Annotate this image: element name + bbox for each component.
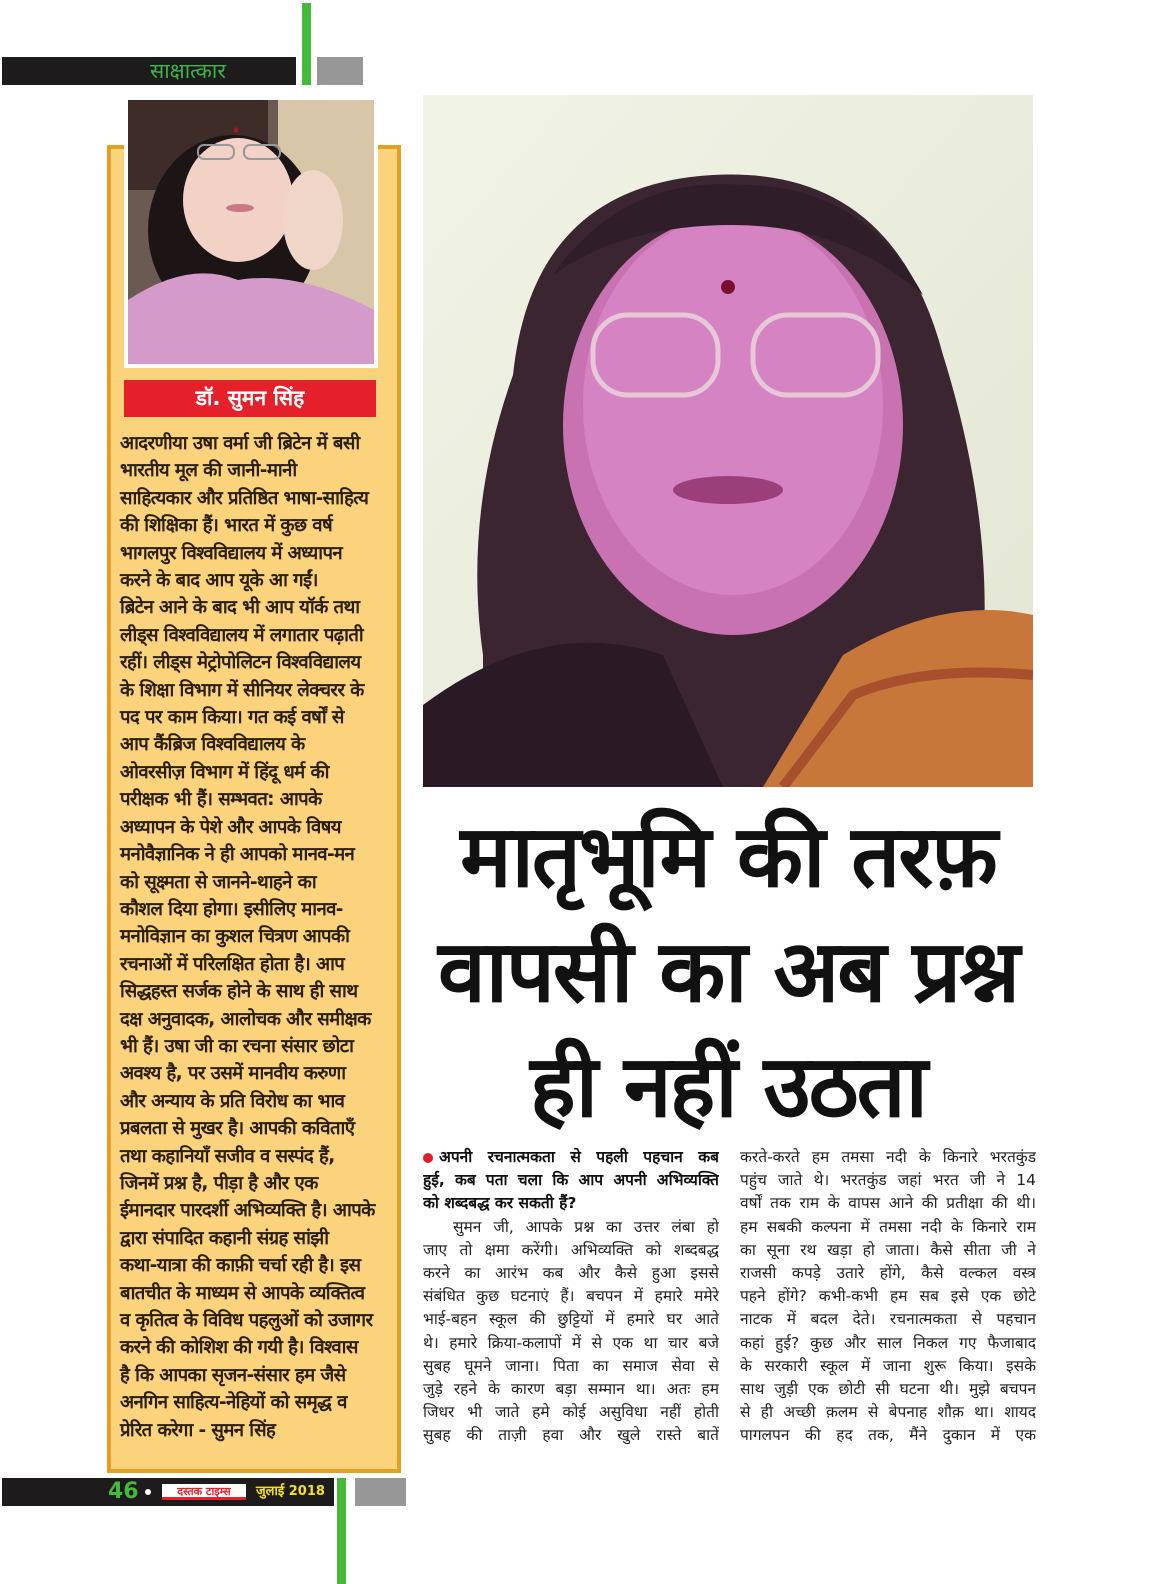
question-line: अपनी रचनात्मकता से पहली पहचान कब <box>423 1146 719 1169</box>
text-line: ओवरसीज़ विभाग में हिंदू धर्म की <box>120 761 329 783</box>
separator-dot <box>145 1489 151 1495</box>
headline-line: ही नहीं उठता <box>530 1037 926 1137</box>
text-line: सुमन जी, आपके प्रश्न का उत्तर लंबा हो <box>453 1217 719 1236</box>
text-line: सुबह की ताज़ी हवा और खुले रास्ते बातें <box>423 1426 719 1445</box>
question-line: को शब्दबद्ध कर सकती हैं? <box>423 1194 577 1213</box>
text-line: संबंधित कुछ घटनाएं हैं। बचपन में हमारे ममेरे <box>423 1287 719 1306</box>
text-line: बातचीत के माध्यम से आपके व्यक्तित्व <box>120 1282 365 1304</box>
text-line: अनगिन साहित्य-नेहियों को समृद्ध व <box>120 1392 347 1414</box>
text-line: करते-करते हम तमसा नदी के किनारे भरतकुंड <box>740 1148 1036 1166</box>
section-title: साक्षात्कार <box>150 59 226 83</box>
text-line: दक्ष अनुवादक, आलोचक और समीक्षक <box>120 1008 371 1030</box>
text-line: भाई-बहन स्कूल की छुट्टियों में हमारे घर आते <box>423 1310 719 1329</box>
text-line: तथा कहानियाँ सजीव व सस्पंद हैं, <box>120 1145 335 1167</box>
text-line: पागलपन की हद तक, मैंने दुकान में एक <box>740 1426 1036 1445</box>
text-line: नाटक में बदल देते। रचनात्मकता से पहचान <box>740 1310 1036 1329</box>
intro-text <box>120 430 392 1444</box>
page-number: 46 <box>108 1479 139 1504</box>
text-line: रचनाओं में परिलक्षित होता है। आप <box>120 953 345 975</box>
text-line: हम सबकी कल्पना में तमसा नदी के किनारे राम <box>740 1217 1036 1236</box>
text-line: पद पर काम किया। गत कई वर्षों से <box>120 707 344 729</box>
text-line: लीड्स विश्वविद्यालय में लगातार पढ़ाती <box>120 624 364 646</box>
text-line: प्रेरित करेगा - सुमन सिंह <box>120 1419 276 1441</box>
text-line: सिद्धहस्त सर्जक होने के साथ ही साथ <box>120 981 358 1003</box>
text-line: राजसी कपड़े उतारे होंगे, कैसे वल्कल वस्त्र <box>740 1264 1036 1283</box>
text-line: करने के बाद आप यूके आ गईं। <box>120 570 318 592</box>
text-line: भी हैं। उषा जी का रचना संसार छोटा <box>120 1035 354 1057</box>
interviewer-name: डॉ. सुमन सिंह <box>124 380 376 417</box>
text-line: प्रबलता से मुखर है। आपकी कविताएँ <box>120 1118 355 1140</box>
text-line: कथा-यात्रा की काफ़ी चर्चा रही है। इस <box>120 1255 361 1277</box>
text-line: के शिक्षा विभाग में सीनियर लेक्चरर के <box>120 679 364 701</box>
text-line: ईमानदार पारदर्शी अभिव्यक्ति है। आपके <box>120 1200 375 1222</box>
headline-line: वापसी का अब प्रश्न <box>437 922 1019 1022</box>
text-line: सुबह घूमने जाना। पिता का समाज सेवा से <box>423 1356 719 1375</box>
text-line: आप कैंब्रिज विश्वविद्यालय के <box>120 734 305 756</box>
text-line: है कि आपका सृजन-संसार हम जैसे <box>120 1364 346 1386</box>
text-line: मनोविज्ञान का कुशल चित्रण आपकी <box>120 926 350 948</box>
text-line: जाए तो क्षमा करेंगी। अभिव्यक्ति को शब्दबद्ध <box>423 1240 719 1259</box>
interviewer-photo <box>124 98 378 368</box>
text-line: साहित्यकार और प्रतिष्ठित भाषा-साहित्य <box>120 487 369 509</box>
text-line: आदरणीया उषा वर्मा जी ब्रिटेन में बसी <box>120 433 360 454</box>
text-line: परीक्षक भी हैं। सम्भवत: आपके <box>120 789 322 811</box>
magazine-logo: दस्तक टाइम्स <box>162 1484 246 1500</box>
header-gray-block <box>317 57 363 85</box>
text-line: व कृतित्व के विविध पहलुओं को उजागर <box>120 1310 373 1331</box>
footer-accent-bar <box>337 1478 346 1584</box>
text-line: कहां हुई? कुछ और साल निकल गए फैजाबाद <box>740 1333 1036 1352</box>
text-line: करने का आरंभ कब और कैसे हुआ इससे <box>423 1264 719 1283</box>
text-line: जुड़े रहने के कारण बड़ा सम्मान था। अतः हम <box>423 1380 719 1399</box>
text-line: का सूना रथ खड़ा हो जाता। कैसे सीता जी ने <box>740 1240 1036 1259</box>
headline <box>420 800 1036 1145</box>
text-line: और अन्याय के प्रति विरोध का भाव <box>120 1090 345 1112</box>
text-line: को सूक्ष्मता से जानने-थाहने का <box>120 871 317 893</box>
text-line: के सरकारी स्कूल में जाना शुरू किया। इसके <box>740 1356 1036 1375</box>
headline-line: मातृभूमि की तरफ़ <box>460 807 996 907</box>
text-line: रहीं। लीड्स मेट्रोपोलिटन विश्वविद्यालय <box>120 652 361 674</box>
footer-gray-block <box>355 1478 406 1506</box>
text-line: भारतीय मूल की जानी-मानी <box>120 460 297 482</box>
text-line: अध्यापन के पेशे और आपके विषय <box>120 816 341 838</box>
text-line: से ही अच्छी क़लम से बेपनाह शौक़ था। शायद <box>740 1403 1036 1422</box>
question-line: हुई, कब पता चला कि आप अपनी अभिव्यक्ति <box>423 1171 719 1190</box>
text-line: की शिक्षिका हैं। भारत में कुछ वर्ष <box>120 515 333 537</box>
article-column-1 <box>423 1146 719 1448</box>
bullet-icon <box>423 1153 433 1163</box>
featured-portrait-photo <box>423 95 1033 787</box>
text-line: पहुंच जाते थे। भरतकुंड जहां भरत जी ने 14 <box>740 1171 1036 1190</box>
text-line: मनोवैज्ञानिक ने ही आपको मानव-मन <box>120 844 355 866</box>
text-line: जिनमें प्रश्न है, पीड़ा है और एक <box>120 1172 318 1194</box>
text-line: भागलपुर विश्वविद्यालय में अध्यापन <box>120 542 343 564</box>
text-line: अवश्य है, पर उसमें मानवीय करुणा <box>120 1063 346 1085</box>
text-line: कौशल दिया होगा। इसीलिए मानव- <box>120 898 343 920</box>
text-line: थे। हमारे क्रिया-कलापों में से एक था चार बजे <box>423 1333 719 1352</box>
text-line: वर्षों तक राम के वापस आने की प्रतीक्षा की थी। <box>740 1194 1036 1213</box>
issue-date: जुलाई 2018 <box>256 1484 325 1499</box>
text-line: द्वारा संपादित कहानी संग्रह सांझी <box>120 1227 329 1249</box>
text-line: करने की कोशिश की गयी है। विश्वास <box>120 1337 358 1359</box>
accent-bar <box>302 3 311 85</box>
text-line: साथ जुड़ी एक छोटी सी घटना थी। मुझे बचपन <box>740 1380 1036 1399</box>
text-line: जिधर भी जाते हमे कोई असुविधा नहीं होती <box>423 1403 719 1422</box>
article-column-2 <box>740 1146 1036 1448</box>
text-line: पहने होंगे? कभी-कभी हम सब इसे एक छोटे <box>740 1287 1036 1306</box>
text-line: ब्रिटेन आने के बाद भी आप यॉर्क तथा <box>120 597 360 619</box>
